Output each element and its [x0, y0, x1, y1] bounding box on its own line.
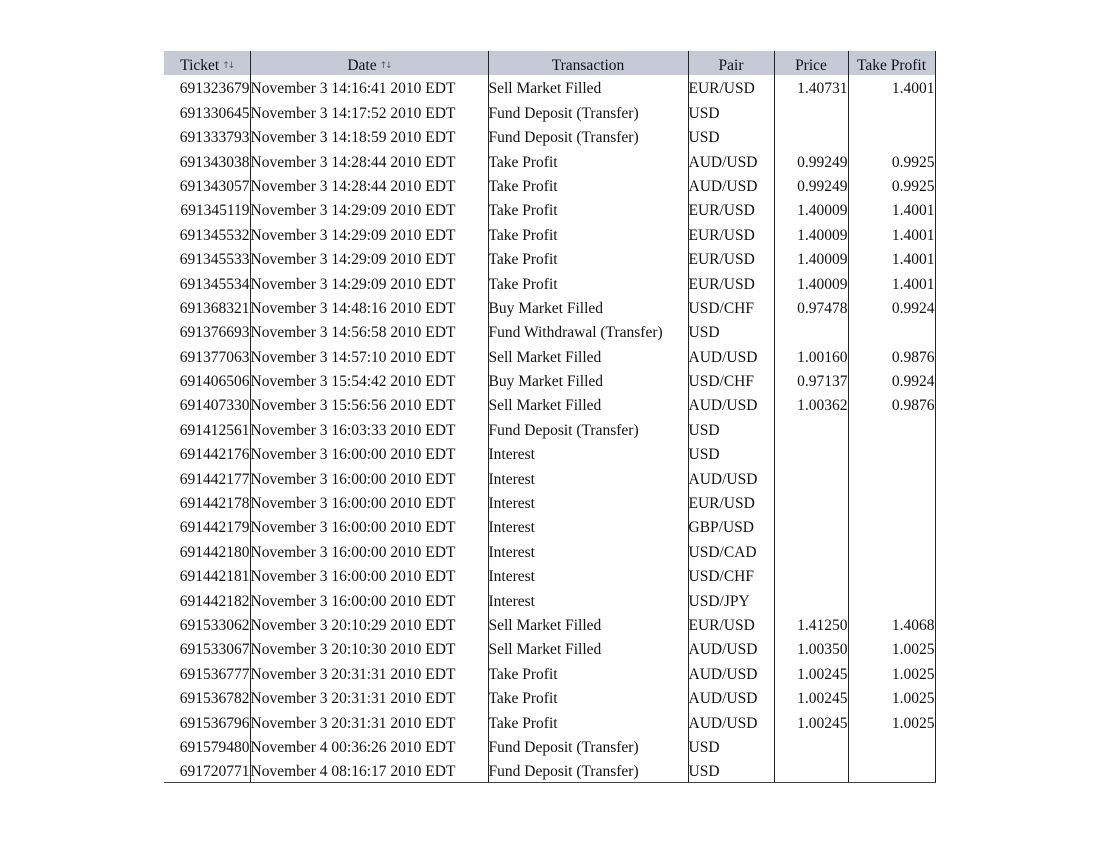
cell-pair: AUD/USD	[688, 709, 774, 733]
cell-ticket: 691345533	[179, 251, 250, 269]
cell-transaction: Fund Deposit (Transfer)	[488, 734, 688, 758]
cell-transaction: Fund Withdrawal (Transfer)	[488, 319, 688, 343]
cell-price: 0.99249	[774, 148, 848, 172]
cell-transaction: Sell Market Filled	[488, 612, 688, 636]
cell-take-profit: 1.4001	[848, 75, 935, 99]
cell-take-profit: 0.9876	[848, 392, 935, 416]
cell-take-profit	[848, 734, 935, 758]
cell-pair: AUD/USD	[688, 148, 774, 172]
cell-ticket: 691333793	[179, 129, 250, 147]
cell-price	[774, 441, 848, 465]
cell-ticket: 691412561	[179, 421, 250, 439]
cell-price: 1.00350	[774, 636, 848, 660]
cell-ticket: 691368321	[179, 299, 250, 317]
cell-transaction: Sell Market Filled	[488, 75, 688, 99]
cell-take-profit: 0.9924	[848, 368, 935, 392]
table-row[interactable]	[164, 343, 935, 367]
cell-price: 1.40009	[774, 270, 848, 294]
cell-transaction: Fund Deposit (Transfer)	[488, 124, 688, 148]
cell-ticket: 691442176	[179, 446, 250, 464]
cell-ticket: 691533067	[179, 641, 250, 659]
cell-pair: USD	[688, 416, 774, 440]
cell-date: November 3 15:54:42 2010 EDT	[250, 368, 488, 392]
cell-date: November 3 16:00:00 2010 EDT	[250, 465, 488, 489]
cell-pair: USD	[688, 758, 774, 783]
table-row[interactable]	[164, 197, 935, 221]
table-row[interactable]	[164, 246, 935, 270]
cell-date: November 3 20:31:31 2010 EDT	[250, 709, 488, 733]
cell-take-profit	[848, 465, 935, 489]
sort-icon[interactable]: ↑↓	[222, 61, 234, 71]
cell-date: November 3 16:00:00 2010 EDT	[250, 441, 488, 465]
cell-ticket: 691442177	[179, 470, 250, 488]
cell-pair: AUD/USD	[688, 173, 774, 197]
cell-price	[774, 563, 848, 587]
cell-ticket: 691407330	[179, 397, 250, 415]
table-row[interactable]	[164, 587, 935, 611]
cell-date: November 3 16:00:00 2010 EDT	[250, 563, 488, 587]
cell-transaction: Take Profit	[488, 148, 688, 172]
cell-date: November 4 00:36:26 2010 EDT	[250, 734, 488, 758]
cell-ticket: 691345119	[180, 202, 250, 220]
cell-pair: AUD/USD	[688, 636, 774, 660]
cell-date: November 3 14:29:09 2010 EDT	[250, 197, 488, 221]
cell-date: November 3 14:29:09 2010 EDT	[250, 246, 488, 270]
cell-transaction: Buy Market Filled	[488, 368, 688, 392]
cell-date: November 3 14:17:52 2010 EDT	[250, 99, 488, 123]
cell-pair: USD	[688, 441, 774, 465]
cell-ticket: 691323679	[179, 80, 250, 98]
cell-ticket: 691442180	[179, 543, 250, 561]
table-row[interactable]	[164, 636, 935, 660]
cell-price	[774, 538, 848, 562]
cell-price: 1.00362	[774, 392, 848, 416]
cell-transaction: Fund Deposit (Transfer)	[488, 758, 688, 783]
cell-transaction: Take Profit	[488, 660, 688, 684]
cell-date: November 3 16:00:00 2010 EDT	[250, 538, 488, 562]
cell-price: 1.40731	[774, 75, 848, 99]
cell-price: 1.40009	[774, 221, 848, 245]
table-row[interactable]	[164, 538, 935, 562]
cell-ticket: 691343038	[179, 153, 250, 171]
header-take-profit: Take Profit	[848, 51, 935, 75]
cell-ticket: 691442178	[179, 495, 250, 513]
cell-date: November 3 20:10:30 2010 EDT	[250, 636, 488, 660]
cell-take-profit	[848, 490, 935, 514]
header-ticket[interactable]	[164, 51, 250, 75]
cell-take-profit	[848, 563, 935, 587]
cell-pair: EUR/USD	[688, 612, 774, 636]
cell-pair: AUD/USD	[688, 392, 774, 416]
cell-transaction: Interest	[488, 563, 688, 587]
cell-take-profit: 0.9924	[848, 295, 935, 319]
cell-price	[774, 319, 848, 343]
header-date-label: Date	[347, 57, 377, 74]
cell-take-profit: 1.0025	[848, 685, 935, 709]
cell-transaction: Sell Market Filled	[488, 636, 688, 660]
cell-transaction: Interest	[488, 441, 688, 465]
cell-transaction: Interest	[488, 490, 688, 514]
cell-pair: EUR/USD	[688, 75, 774, 99]
cell-pair: EUR/USD	[688, 246, 774, 270]
cell-ticket: 691343057	[179, 177, 250, 195]
sort-icon[interactable]: ↑↓	[379, 61, 391, 71]
cell-take-profit	[848, 99, 935, 123]
cell-date: November 3 14:18:59 2010 EDT	[250, 124, 488, 148]
cell-date: November 3 15:56:56 2010 EDT	[250, 392, 488, 416]
table-row[interactable]	[164, 392, 935, 416]
cell-transaction: Sell Market Filled	[488, 343, 688, 367]
table-row[interactable]	[164, 75, 935, 99]
cell-price: 1.41250	[774, 612, 848, 636]
cell-date: November 3 20:31:31 2010 EDT	[250, 685, 488, 709]
table-row[interactable]	[164, 758, 935, 783]
cell-take-profit: 0.9876	[848, 343, 935, 367]
table-row[interactable]	[164, 441, 935, 465]
cell-pair: USD	[688, 124, 774, 148]
cell-take-profit: 1.0025	[848, 709, 935, 733]
cell-date: November 3 14:28:44 2010 EDT	[250, 148, 488, 172]
cell-price	[774, 490, 848, 514]
cell-ticket: 691376693	[179, 324, 250, 342]
transactions-table	[164, 51, 936, 783]
cell-ticket: 691720771	[164, 758, 250, 783]
cell-pair: USD/CAD	[688, 538, 774, 562]
table-row[interactable]	[164, 465, 935, 489]
table-row[interactable]	[164, 416, 935, 440]
cell-take-profit	[848, 587, 935, 611]
header-transaction: Transaction	[488, 51, 688, 75]
cell-price: 1.00245	[774, 685, 848, 709]
cell-date: November 3 16:00:00 2010 EDT	[250, 587, 488, 611]
table-header-row	[164, 51, 935, 75]
cell-date: November 3 14:57:10 2010 EDT	[250, 343, 488, 367]
cell-price: 0.97137	[774, 368, 848, 392]
cell-price: 1.00245	[774, 709, 848, 733]
cell-price	[774, 99, 848, 123]
cell-price: 1.40009	[774, 246, 848, 270]
cell-transaction: Take Profit	[488, 709, 688, 733]
cell-take-profit: 1.0025	[848, 636, 935, 660]
cell-price: 1.40009	[774, 197, 848, 221]
cell-date: November 3 14:28:44 2010 EDT	[250, 173, 488, 197]
table-row[interactable]	[164, 295, 935, 319]
table-row[interactable]	[164, 660, 935, 684]
cell-ticket: 691536777	[179, 665, 250, 683]
cell-date: November 3 16:03:33 2010 EDT	[250, 416, 488, 440]
cell-pair: EUR/USD	[688, 197, 774, 221]
table-row[interactable]	[164, 734, 935, 758]
cell-price: 1.00160	[774, 343, 848, 367]
header-ticket-label: Ticket	[180, 57, 220, 74]
cell-transaction: Fund Deposit (Transfer)	[488, 416, 688, 440]
cell-take-profit: 1.4001	[848, 197, 935, 221]
cell-transaction: Fund Deposit (Transfer)	[488, 99, 688, 123]
cell-ticket: 691406506	[179, 373, 250, 391]
cell-pair: USD/CHF	[688, 295, 774, 319]
cell-date: November 3 14:56:58 2010 EDT	[250, 319, 488, 343]
table-row[interactable]	[164, 368, 935, 392]
cell-ticket: 691377063	[179, 348, 250, 366]
header-date[interactable]	[250, 51, 488, 75]
cell-ticket: 691579480	[179, 738, 250, 756]
table-row[interactable]	[164, 685, 935, 709]
cell-ticket: 691345534	[179, 275, 250, 293]
header-price: Price	[774, 51, 848, 75]
cell-transaction: Interest	[488, 538, 688, 562]
cell-price: 0.97478	[774, 295, 848, 319]
cell-price	[774, 124, 848, 148]
table-row[interactable]	[164, 319, 935, 343]
cell-transaction: Interest	[488, 587, 688, 611]
cell-pair: USD/CHF	[688, 563, 774, 587]
cell-ticket: 691533062	[179, 616, 250, 634]
table-row[interactable]	[164, 514, 935, 538]
cell-ticket: 691345532	[179, 226, 250, 244]
cell-date: November 3 14:29:09 2010 EDT	[250, 221, 488, 245]
header-pair: Pair	[688, 51, 774, 75]
cell-date: November 3 14:16:41 2010 EDT	[250, 75, 488, 99]
cell-take-profit	[848, 319, 935, 343]
cell-take-profit	[848, 124, 935, 148]
cell-pair: USD/JPY	[688, 587, 774, 611]
cell-transaction: Take Profit	[488, 197, 688, 221]
cell-transaction: Take Profit	[488, 685, 688, 709]
cell-ticket: 691536796	[179, 714, 250, 732]
table-row[interactable]	[164, 99, 935, 123]
cell-take-profit: 1.4001	[848, 221, 935, 245]
cell-pair: USD	[688, 99, 774, 123]
cell-take-profit	[848, 416, 935, 440]
table-body	[164, 75, 935, 783]
cell-ticket: 691536782	[179, 690, 250, 708]
cell-ticket: 691442179	[179, 519, 250, 537]
cell-take-profit	[848, 514, 935, 538]
cell-price	[774, 416, 848, 440]
cell-take-profit: 1.0025	[848, 660, 935, 684]
table-row[interactable]	[164, 124, 935, 148]
cell-pair: USD/CHF	[688, 368, 774, 392]
cell-transaction: Buy Market Filled	[488, 295, 688, 319]
cell-pair: AUD/USD	[688, 465, 774, 489]
table-row[interactable]	[164, 221, 935, 245]
table-row[interactable]	[164, 709, 935, 733]
cell-transaction: Interest	[488, 514, 688, 538]
cell-pair: AUD/USD	[688, 343, 774, 367]
cell-ticket: 691442181	[179, 568, 250, 586]
cell-pair: AUD/USD	[688, 660, 774, 684]
table-row[interactable]	[164, 173, 935, 197]
cell-ticket: 691330645	[179, 104, 250, 122]
cell-take-profit	[848, 441, 935, 465]
cell-pair: USD	[688, 734, 774, 758]
cell-take-profit: 1.4001	[848, 246, 935, 270]
cell-date: November 3 20:31:31 2010 EDT	[250, 660, 488, 684]
cell-take-profit: 0.9925	[848, 173, 935, 197]
cell-transaction: Take Profit	[488, 270, 688, 294]
cell-take-profit: 1.4068	[848, 612, 935, 636]
cell-take-profit	[848, 758, 935, 783]
cell-date: November 3 14:48:16 2010 EDT	[250, 295, 488, 319]
cell-date: November 3 20:10:29 2010 EDT	[250, 612, 488, 636]
cell-pair: AUD/USD	[688, 685, 774, 709]
cell-price: 1.00245	[774, 660, 848, 684]
cell-pair: GBP/USD	[688, 514, 774, 538]
table-row[interactable]	[164, 612, 935, 636]
table-row[interactable]	[164, 148, 935, 172]
cell-take-profit	[848, 538, 935, 562]
cell-price	[774, 734, 848, 758]
cell-take-profit: 1.4001	[848, 270, 935, 294]
table-row[interactable]	[164, 563, 935, 587]
cell-price	[774, 758, 848, 783]
cell-date: November 3 16:00:00 2010 EDT	[250, 490, 488, 514]
cell-pair: USD	[688, 319, 774, 343]
cell-pair: EUR/USD	[688, 490, 774, 514]
cell-transaction: Take Profit	[488, 173, 688, 197]
cell-date: November 4 08:16:17 2010 EDT	[250, 758, 488, 783]
cell-price	[774, 587, 848, 611]
table-row[interactable]	[164, 490, 935, 514]
table-row[interactable]	[164, 270, 935, 294]
cell-price: 0.99249	[774, 173, 848, 197]
cell-transaction: Sell Market Filled	[488, 392, 688, 416]
cell-date: November 3 14:29:09 2010 EDT	[250, 270, 488, 294]
cell-price	[774, 465, 848, 489]
cell-transaction: Take Profit	[488, 221, 688, 245]
cell-date: November 3 16:00:00 2010 EDT	[250, 514, 488, 538]
cell-pair: EUR/USD	[688, 221, 774, 245]
cell-transaction: Interest	[488, 465, 688, 489]
cell-pair: EUR/USD	[688, 270, 774, 294]
cell-price	[774, 514, 848, 538]
cell-ticket: 691442182	[179, 592, 250, 610]
cell-take-profit: 0.9925	[848, 148, 935, 172]
cell-transaction: Take Profit	[488, 246, 688, 270]
